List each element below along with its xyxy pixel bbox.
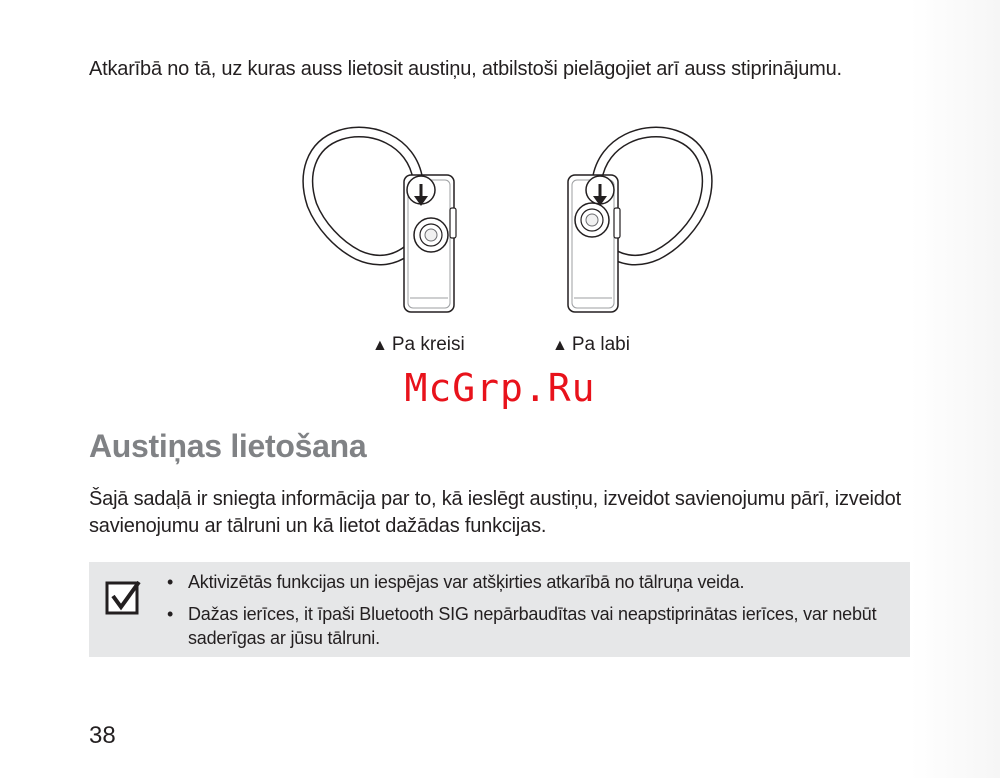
- headset-right-illustration: [540, 120, 715, 325]
- caption-right-label: Pa labi: [571, 334, 630, 355]
- note-item: [167, 602, 887, 650]
- caption-left: [372, 333, 465, 358]
- checkbox-check-icon: [105, 579, 143, 617]
- bullet: •: [167, 604, 174, 624]
- note-item-text: Dažas ierīces, it īpaši Bluetooth SIG nepārbaudītas vai neapstiprinātas ierīces, var nebūt saderīgas ar jūsu tālruni.: [188, 604, 877, 648]
- section-title: Austiņas lietošana: [89, 428, 367, 464]
- triangle-marker-icon: ▲: [552, 337, 568, 354]
- triangle-marker-icon: ▲: [372, 337, 388, 354]
- intro-paragraph: Atkarībā no tā, uz kuras auss lietosit austiņu, atbilstoši pielāgojiet arī auss stiprinājumu.: [89, 58, 842, 80]
- headset-left-illustration: [300, 120, 475, 325]
- note-list: [167, 570, 887, 658]
- caption-right: [552, 333, 630, 358]
- note-box: [89, 562, 910, 657]
- caption-left-label: Pa kreisi: [391, 334, 465, 355]
- section-body: Šajā sadaļā ir sniegta informācija par to, kā ieslēgt austiņu, izveidot savienojumu pārī, izveidot savienojumu ar tālruni un kā lietot dažādas funkcijas.: [89, 488, 901, 537]
- watermark: McGrp.Ru: [404, 366, 596, 410]
- note-item-text: Aktivizētās funkcijas un iespējas var atšķirties atkarībā no tālruņa veida.: [188, 572, 745, 592]
- page-number: 38: [89, 722, 116, 749]
- bullet: •: [167, 572, 174, 592]
- note-item: [167, 570, 887, 594]
